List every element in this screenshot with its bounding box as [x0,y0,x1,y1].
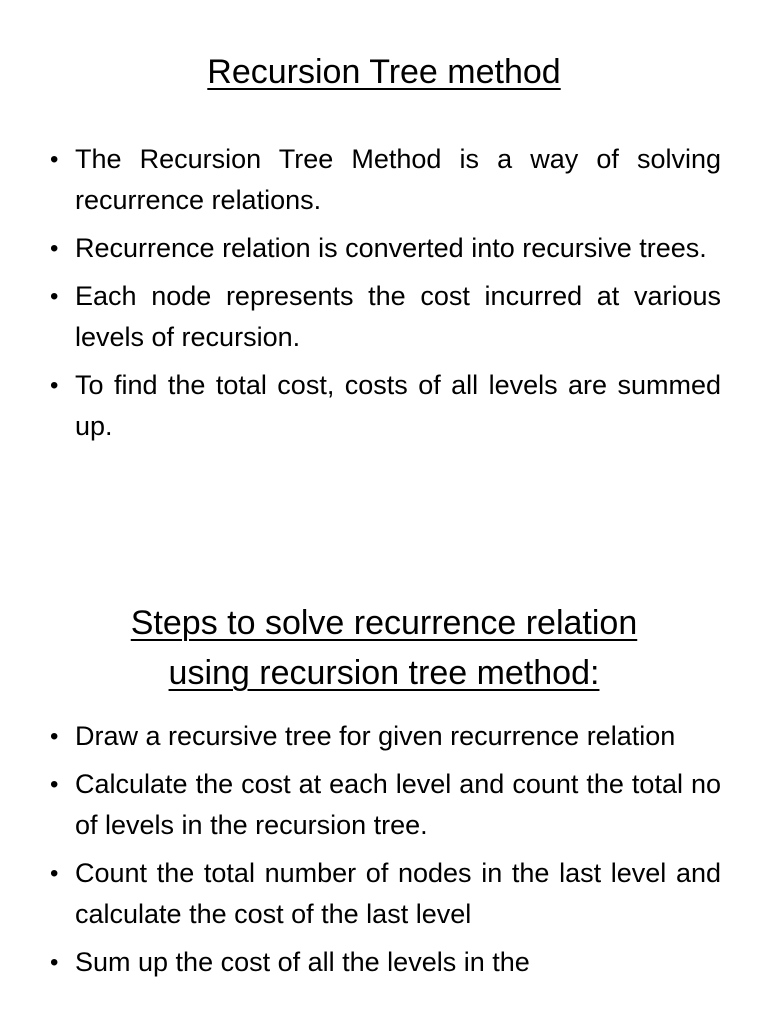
list-item-text: The Recursion Tree Method is a way of solving recurrence relations. [75,144,721,215]
bullet-icon: • [50,146,59,173]
list-item-text: Count the total number of nodes in the last level and calculate the cost of the last level [75,858,721,929]
list-item [48,942,721,983]
bullet-icon: • [50,235,59,262]
intro-bullet-list [48,139,721,454]
list-item [48,228,721,269]
list-item-text: Calculate the cost at each level and count the total no of levels in the recursion tree. [75,769,721,840]
page-title: Recursion Tree method [207,53,561,91]
section-heading [0,598,768,698]
bullet-icon: • [50,860,59,887]
list-item-text: Each node represents the cost incurred at various levels of recursion. [75,281,721,352]
list-item-text: Recurrence relation is converted into recursive trees. [75,233,707,263]
bullet-icon: • [50,283,59,310]
section-heading-line-1: Steps to solve recurrence relation [130,604,638,642]
bullet-icon: • [50,723,59,750]
list-item [48,365,721,447]
list-item [48,764,721,846]
list-item [48,276,721,358]
list-item-text: Draw a recursive tree for given recurrence relation [75,721,676,751]
bullet-icon: • [50,949,59,976]
list-item [48,139,721,221]
list-item-text: To find the total cost, costs of all levels are summed up. [75,370,721,441]
steps-bullet-list [48,716,721,990]
bullet-icon: • [50,771,59,798]
list-item-text: Sum up the cost of all the levels in the [75,947,530,977]
list-item [48,716,721,757]
section-heading-line-2: using recursion tree method: [168,654,600,692]
list-item [48,853,721,935]
bullet-icon: • [50,372,59,399]
